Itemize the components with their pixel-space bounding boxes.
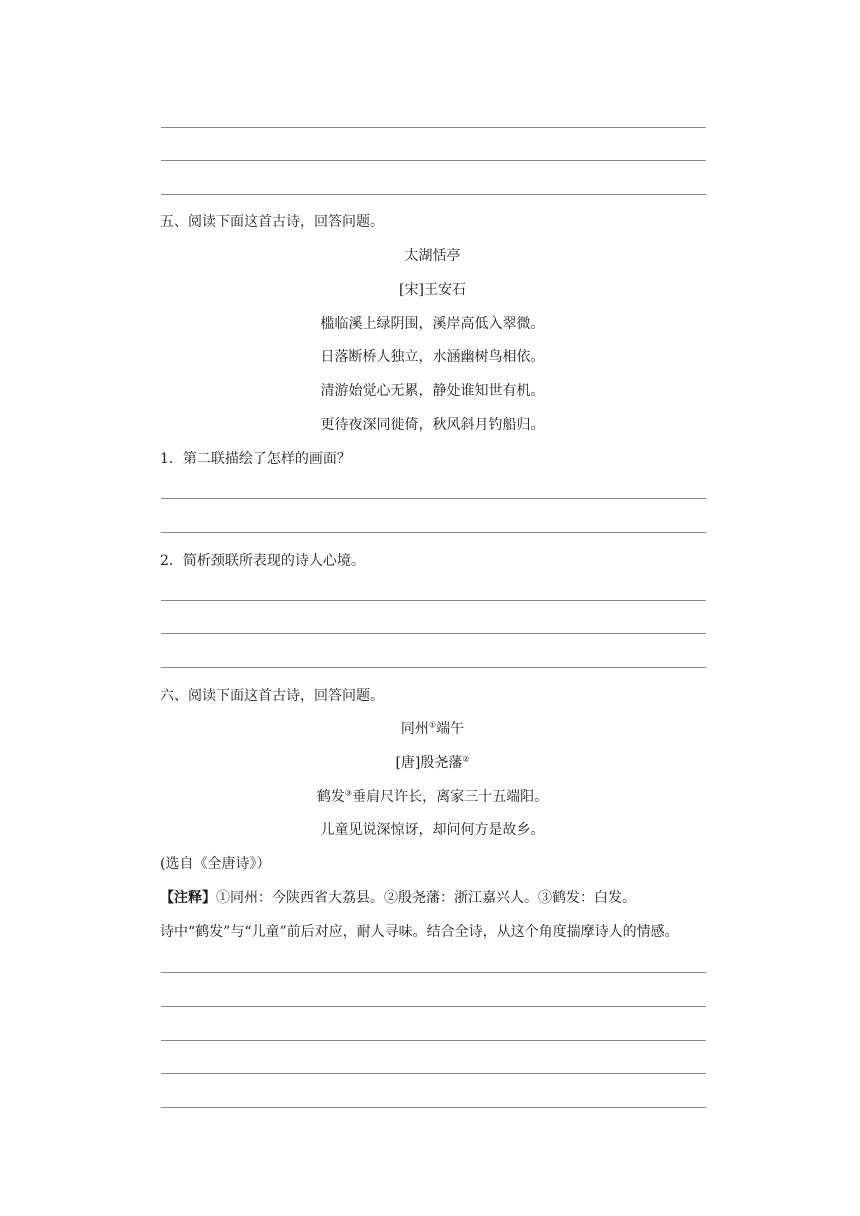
poem-line [160,787,705,807]
question-3: 诗中“鹤发”与“儿童”前后对应，耐人寻味。结合全诗，从这个角度揣摩诗人的情感。 [160,924,679,940]
section5-heading: 五、阅读下面这首古诗，回答问题。 [160,214,384,230]
answer-line [161,127,706,128]
poem-line-text: 鹤发 [316,789,345,805]
answer-line [161,1107,706,1108]
answer-line [161,633,706,634]
poem-title [160,719,705,739]
poem-title-text: 端午 [436,721,465,737]
answer-line [161,532,706,533]
poem-author: [宋]王安石 [399,282,466,298]
poem-title-text: 同州 [400,721,429,737]
answer-line [161,600,706,601]
poem-line: 更待夜深同徙倚，秋风斜月钓船归。 [320,417,545,433]
poem-author [160,753,705,773]
annotation [160,888,636,908]
poem-line-text: 垂肩尺许长，离家三十五端阳。 [352,789,549,805]
annotation-text: ①同州：今陕西省大荔县。②殷尧藩：浙江嘉兴人。③鹤发：白发。 [216,890,636,906]
poem-line: 槛临溪上绿阴围，溪岸高低入翠微。 [320,316,545,332]
answer-line [161,972,706,973]
poem-author-text: [唐]殷尧藩 [395,755,463,771]
poem-title: 太湖恬亭 [404,248,461,264]
poem-line: 清游始觉心无累，静处谁知世有机。 [320,383,545,399]
answer-line [161,160,706,161]
answer-line [161,667,706,668]
poem-line: 日落断桥人独立，水涵幽树鸟相依。 [320,349,545,365]
footnote-marker: ① [428,720,437,730]
answer-line [161,194,706,195]
footnote-marker: ③ [344,788,353,798]
annotation-label: 【注释】 [160,890,216,906]
answer-line [161,1040,706,1041]
poem-source: (选自《全唐诗》） [160,856,271,872]
answer-line [161,1073,706,1074]
question-2: 2．简析颈联所表现的诗人心境。 [160,553,365,569]
section6-heading: 六、阅读下面这首古诗，回答问题。 [160,688,384,704]
footnote-marker: ② [462,754,470,764]
answer-line [161,498,706,499]
poem-line: 儿童见说深惊讶，却问何方是故乡。 [320,822,545,838]
answer-line [161,1006,706,1007]
question-1: 1．第二联描绘了怎样的画面？ [160,451,351,467]
